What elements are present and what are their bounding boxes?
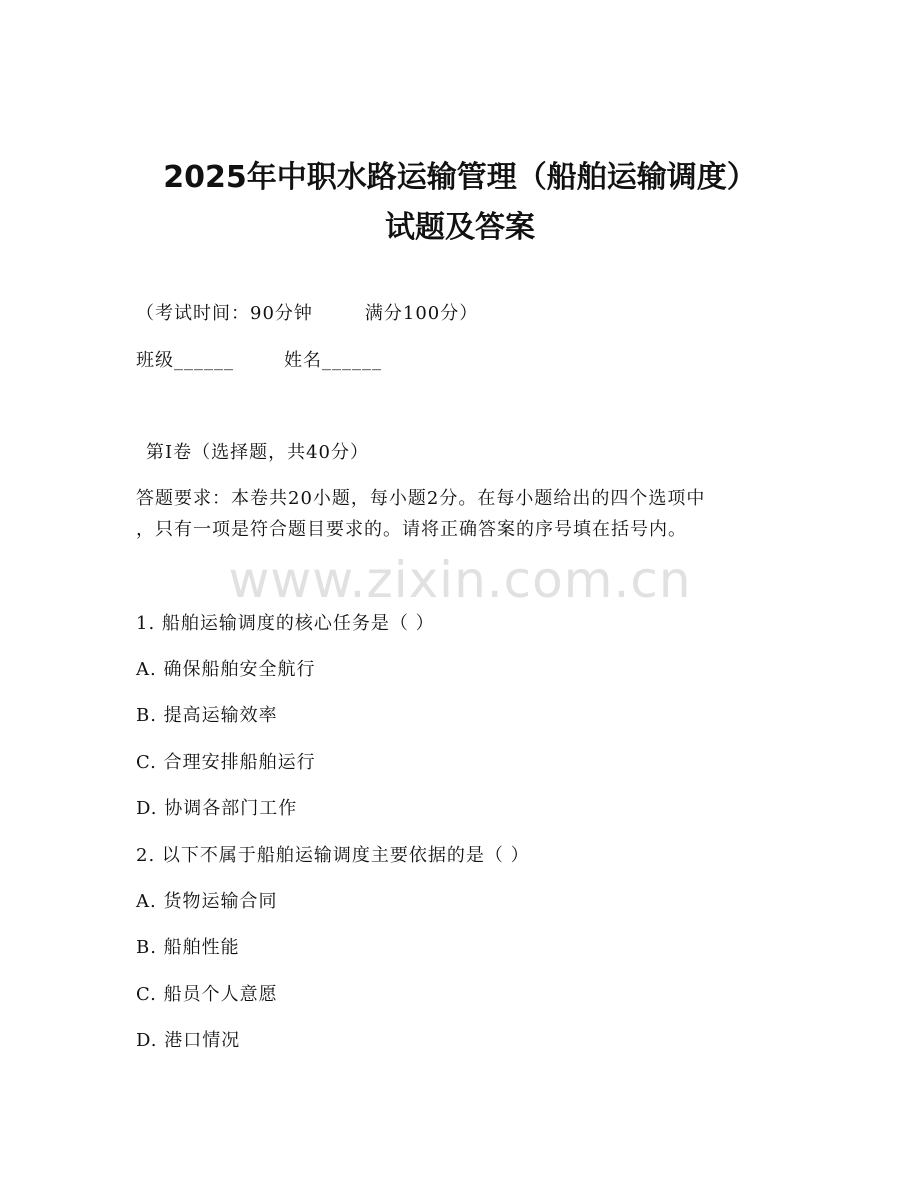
exam-info — [136, 301, 478, 327]
name-field: 姓名______ — [284, 350, 382, 371]
question-2-option-b: B. 船舶性能 — [136, 937, 240, 958]
question-2-option-d: D. 港口情况 — [136, 1030, 241, 1051]
exam-time: （考试时间：90分钟 — [136, 303, 313, 324]
question-2-stem: 2. 以下不属于船舶运输调度主要依据的是（ ） — [136, 845, 530, 866]
instructions-line-2: ，只有一项是符合题目要求的。请将正确答案的序号填在括号内。 — [136, 519, 687, 540]
question-1-option-a: A. 确保船舶安全航行 — [136, 659, 316, 680]
question-1-option-c: C. 合理安排船舶运行 — [136, 752, 316, 773]
class-field: 班级______ — [136, 350, 234, 371]
question-2-option-a: A. 货物运输合同 — [136, 891, 278, 912]
full-score: 满分100分） — [364, 303, 479, 324]
document-title-line-2: 试题及答案 — [385, 210, 535, 245]
question-1-option-d: D. 协调各部门工作 — [136, 798, 298, 819]
question-2-option-c: C. 船员个人意愿 — [136, 984, 278, 1005]
watermark: www.zixin.com.cn — [228, 551, 692, 609]
question-1-stem: 1. 船舶运输调度的核心任务是（ ） — [136, 613, 435, 634]
student-fields — [136, 348, 382, 374]
instructions-line-1: 答题要求：本卷共20小题，每小题2分。在每小题给出的四个选项中 — [136, 488, 706, 509]
document-title-line-1: 2025年中职水路运输管理（船舶运输调度） — [163, 160, 757, 195]
question-1-option-b: B. 提高运输效率 — [136, 705, 278, 726]
section-heading: 第I卷（选择题，共40分） — [146, 442, 370, 463]
